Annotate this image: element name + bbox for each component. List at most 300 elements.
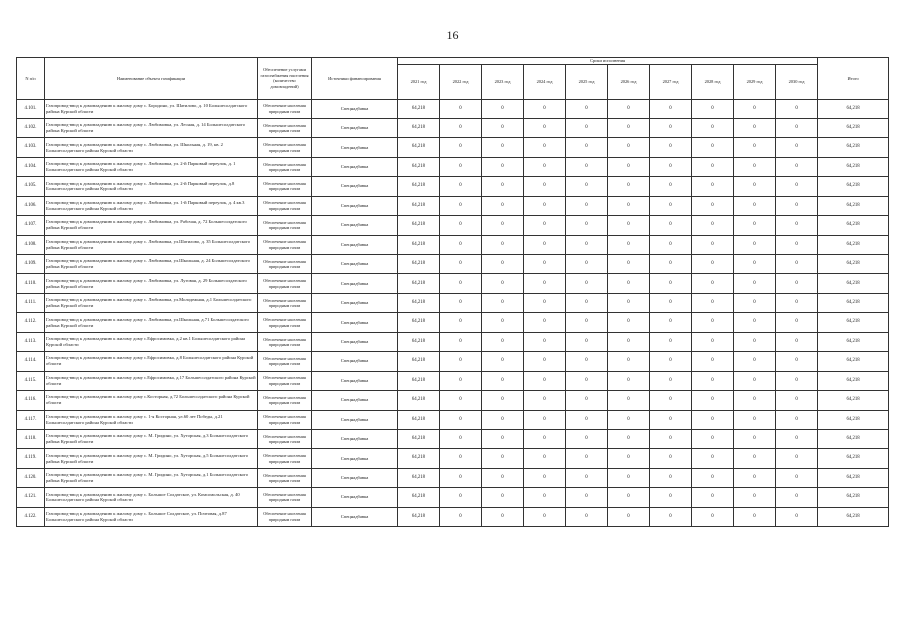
purpose-cell: Обеспечение населения природным газом — [258, 391, 312, 410]
header-year: 2028 год — [692, 64, 734, 99]
year-value: 0 — [482, 410, 524, 429]
year-value: 0 — [776, 352, 818, 371]
year-value: 0 — [566, 255, 608, 274]
funding-source: Спецнадбавка — [312, 274, 398, 293]
year-value: 0 — [440, 99, 482, 118]
row-total: 64,218 — [818, 293, 889, 312]
table-row — [17, 157, 889, 176]
purpose-cell: Обеспечение населения природным газом — [258, 449, 312, 468]
year-value: 0 — [776, 235, 818, 254]
year-value: 0 — [650, 332, 692, 351]
year-value: 64,218 — [398, 391, 440, 410]
year-value: 0 — [566, 429, 608, 448]
row-number: 4.104. — [17, 157, 45, 176]
header-year: 2026 год — [608, 64, 650, 99]
year-value: 0 — [734, 235, 776, 254]
year-value: 0 — [692, 216, 734, 235]
header-total: Итого — [818, 58, 889, 100]
year-value: 0 — [776, 449, 818, 468]
year-value: 0 — [440, 274, 482, 293]
year-value: 0 — [524, 313, 566, 332]
year-value: 64,218 — [398, 507, 440, 526]
year-value: 0 — [608, 488, 650, 507]
table-row — [17, 410, 889, 429]
purpose-cell: Обеспечение населения природным газом — [258, 352, 312, 371]
funding-source: Спецнадбавка — [312, 313, 398, 332]
year-value: 0 — [650, 138, 692, 157]
year-value: 0 — [566, 468, 608, 487]
table-row — [17, 216, 889, 235]
year-value: 0 — [566, 138, 608, 157]
year-value: 64,218 — [398, 99, 440, 118]
year-value: 0 — [482, 507, 524, 526]
year-value: 0 — [776, 313, 818, 332]
object-name: Газопровод-ввод к домовладению к жилому дому с.Ефросимовка, д.2 кв.1 Большесолдатского района Курской области — [45, 332, 258, 351]
year-value: 0 — [776, 332, 818, 351]
year-value: 0 — [482, 196, 524, 215]
year-value: 0 — [776, 488, 818, 507]
year-value: 0 — [524, 274, 566, 293]
document-sheet — [16, 57, 888, 527]
object-name: Газопровод-ввод к домовладению к жилому дому с.Косторная, д.72 Большесолдатского района Курской области — [45, 391, 258, 410]
year-value: 0 — [608, 468, 650, 487]
year-value: 0 — [524, 255, 566, 274]
year-value: 0 — [566, 410, 608, 429]
object-name: Газопровод-ввод к домовладению к жилому дому с. Любимовка, ул. 2-й Парковый переулок, д.8 Большесолдатского района Курской области — [45, 177, 258, 196]
year-value: 0 — [524, 216, 566, 235]
object-name: Газопровод-ввод к домовладению к жилому дому с. Любимовка, ул.Школьная, д.71 Большесолдатского района Курской области — [45, 313, 258, 332]
row-number: 4.112. — [17, 313, 45, 332]
year-value: 0 — [608, 449, 650, 468]
row-total: 64,218 — [818, 410, 889, 429]
row-total: 64,218 — [818, 138, 889, 157]
purpose-cell: Обеспечение населения природным газом — [258, 255, 312, 274]
funding-source: Спецнадбавка — [312, 488, 398, 507]
year-value: 0 — [608, 332, 650, 351]
year-value: 0 — [734, 293, 776, 312]
row-number: 4.103. — [17, 138, 45, 157]
year-value: 0 — [734, 429, 776, 448]
purpose-cell: Обеспечение населения природным газом — [258, 371, 312, 390]
row-total: 64,218 — [818, 235, 889, 254]
year-value: 0 — [482, 235, 524, 254]
row-number: 4.101. — [17, 99, 45, 118]
table-row — [17, 313, 889, 332]
year-value: 0 — [734, 274, 776, 293]
year-value: 0 — [608, 429, 650, 448]
table-row — [17, 138, 889, 157]
year-value: 0 — [482, 468, 524, 487]
purpose-cell: Обеспечение населения природным газом — [258, 118, 312, 137]
row-number: 4.116. — [17, 391, 45, 410]
year-value: 64,218 — [398, 488, 440, 507]
year-value: 0 — [566, 293, 608, 312]
row-number: 4.108. — [17, 235, 45, 254]
funding-source: Спецнадбавка — [312, 196, 398, 215]
row-number: 4.121. — [17, 488, 45, 507]
year-value: 0 — [734, 410, 776, 429]
year-value: 0 — [776, 118, 818, 137]
table-row — [17, 391, 889, 410]
header-year: 2021 год — [398, 64, 440, 99]
table-row — [17, 235, 889, 254]
year-value: 0 — [440, 507, 482, 526]
year-value: 0 — [482, 332, 524, 351]
row-total: 64,218 — [818, 99, 889, 118]
year-value: 0 — [524, 235, 566, 254]
year-value: 0 — [482, 449, 524, 468]
purpose-cell: Обеспечение населения природным газом — [258, 157, 312, 176]
year-value: 0 — [524, 507, 566, 526]
program-table — [16, 57, 889, 527]
year-value: 0 — [692, 391, 734, 410]
year-value: 0 — [776, 468, 818, 487]
row-total: 64,218 — [818, 332, 889, 351]
year-value: 0 — [482, 255, 524, 274]
year-value: 64,218 — [398, 138, 440, 157]
purpose-cell: Обеспечение населения природным газом — [258, 99, 312, 118]
year-value: 0 — [566, 391, 608, 410]
year-value: 0 — [524, 449, 566, 468]
table-row — [17, 177, 889, 196]
year-value: 0 — [650, 157, 692, 176]
purpose-cell: Обеспечение населения природным газом — [258, 293, 312, 312]
year-value: 0 — [440, 468, 482, 487]
row-number: 4.102. — [17, 118, 45, 137]
year-value: 0 — [692, 507, 734, 526]
year-value: 0 — [608, 313, 650, 332]
year-value: 0 — [692, 235, 734, 254]
row-total: 64,218 — [818, 449, 889, 468]
year-value: 0 — [524, 371, 566, 390]
header-year: 2024 год — [524, 64, 566, 99]
object-name: Газопровод-ввод к домовладению к жилому дому с. Любимовка, ул.Шатилово, д. 35 Большесолдатского района Курской области — [45, 235, 258, 254]
year-value: 0 — [650, 468, 692, 487]
year-value: 0 — [608, 293, 650, 312]
year-value: 0 — [608, 216, 650, 235]
year-value: 0 — [566, 118, 608, 137]
purpose-cell: Обеспечение населения природным газом — [258, 313, 312, 332]
year-value: 0 — [650, 391, 692, 410]
object-name: Газопровод-ввод к домовладению к жилому дому с.Ефросимовка, д.8 Большесолдатского района Курской области — [45, 352, 258, 371]
row-number: 4.110. — [17, 274, 45, 293]
year-value: 0 — [524, 196, 566, 215]
funding-source: Спецнадбавка — [312, 177, 398, 196]
row-number: 4.105. — [17, 177, 45, 196]
object-name: Газопровод-ввод к домовладению к жилому дому с. Любимовка, ул. Луговая, д. 29 Большесолдатского района Курской области — [45, 274, 258, 293]
year-value: 0 — [692, 352, 734, 371]
year-value: 0 — [692, 157, 734, 176]
object-name: Газопровод-ввод к домовладению к жилому дому с. Большое Солдатское, ул. Комсомольская, д. 40 Большесолдатского района Курской области — [45, 488, 258, 507]
year-value: 0 — [734, 468, 776, 487]
year-value: 0 — [776, 255, 818, 274]
year-value: 0 — [734, 449, 776, 468]
header-name: Наименование объекта газификации — [45, 58, 258, 100]
year-value: 0 — [608, 196, 650, 215]
year-value: 0 — [650, 274, 692, 293]
table-row — [17, 293, 889, 312]
year-value: 0 — [566, 449, 608, 468]
year-value: 0 — [566, 235, 608, 254]
header-year: 2030 год — [776, 64, 818, 99]
year-value: 0 — [524, 99, 566, 118]
table-row — [17, 507, 889, 526]
year-value: 0 — [650, 429, 692, 448]
year-value: 0 — [482, 293, 524, 312]
year-value: 64,218 — [398, 313, 440, 332]
year-value: 0 — [734, 118, 776, 137]
year-value: 0 — [566, 352, 608, 371]
year-value: 0 — [608, 99, 650, 118]
year-value: 0 — [650, 99, 692, 118]
year-value: 0 — [524, 332, 566, 351]
row-total: 64,218 — [818, 274, 889, 293]
year-value: 0 — [650, 507, 692, 526]
year-value: 64,218 — [398, 235, 440, 254]
row-total: 64,218 — [818, 196, 889, 215]
object-name: Газопровод-ввод к домовладению к жилому дому с. Любимовка, ул. Лесная, д. 14 Большесолдатского района Курской области — [45, 118, 258, 137]
table-row — [17, 118, 889, 137]
year-value: 0 — [650, 216, 692, 235]
year-value: 0 — [608, 138, 650, 157]
row-total: 64,218 — [818, 216, 889, 235]
year-value: 0 — [776, 196, 818, 215]
year-value: 0 — [440, 313, 482, 332]
row-total: 64,218 — [818, 157, 889, 176]
purpose-cell: Обеспечение населения природным газом — [258, 468, 312, 487]
year-value: 0 — [734, 138, 776, 157]
purpose-cell: Обеспечение населения природным газом — [258, 507, 312, 526]
year-value: 0 — [524, 488, 566, 507]
year-value: 64,218 — [398, 196, 440, 215]
page-number: 16 — [446, 28, 459, 42]
year-value: 0 — [734, 488, 776, 507]
year-value: 0 — [692, 255, 734, 274]
row-total: 64,218 — [818, 371, 889, 390]
year-value: 0 — [692, 371, 734, 390]
table-row — [17, 99, 889, 118]
year-value: 0 — [776, 507, 818, 526]
year-value: 0 — [650, 371, 692, 390]
year-value: 0 — [692, 332, 734, 351]
year-value: 0 — [608, 352, 650, 371]
object-name: Газопровод-ввод к домовладению к жилому дому с. М. Гридино, ул. Хуторская, д.5 Большесолдатского района Курской области — [45, 449, 258, 468]
row-number: 4.115. — [17, 371, 45, 390]
purpose-cell: Обеспечение населения природным газом — [258, 196, 312, 215]
year-value: 0 — [608, 235, 650, 254]
funding-source: Спецнадбавка — [312, 138, 398, 157]
year-value: 0 — [566, 274, 608, 293]
year-value: 0 — [566, 177, 608, 196]
year-value: 0 — [734, 332, 776, 351]
year-value: 0 — [482, 352, 524, 371]
year-value: 0 — [650, 313, 692, 332]
year-value: 0 — [566, 488, 608, 507]
purpose-cell: Обеспечение населения природным газом — [258, 235, 312, 254]
year-value: 0 — [608, 507, 650, 526]
row-number: 4.120. — [17, 468, 45, 487]
object-name: Газопровод-ввод к домовладению к жилому дому с. М. Гридино, ул. Хуторская, д.3 Большесолдатского района Курской области — [45, 429, 258, 448]
row-number: 4.106. — [17, 196, 45, 215]
year-value: 0 — [776, 391, 818, 410]
year-value: 0 — [566, 507, 608, 526]
row-total: 64,218 — [818, 255, 889, 274]
year-value: 0 — [440, 196, 482, 215]
year-value: 0 — [482, 138, 524, 157]
year-value: 0 — [482, 274, 524, 293]
year-value: 0 — [734, 313, 776, 332]
year-value: 64,218 — [398, 332, 440, 351]
year-value: 64,218 — [398, 293, 440, 312]
object-name: Газопровод-ввод к домовладению к жилому дому с. 1-я Косторная, ул.60 лет Победы, д.21 Большесолдатского района Курской области — [45, 410, 258, 429]
year-value: 0 — [440, 255, 482, 274]
object-name: Газопровод-ввод к домовладению к жилому дому с. Любимовка, ул. Рабочая, д. 72 Большесолдатского района Курской области — [45, 216, 258, 235]
object-name: Газопровод-ввод к домовладению к жилому дому с. Любимовка, ул.Школьная, д. 24 Большесолдатского района Курской области — [45, 255, 258, 274]
year-value: 0 — [440, 332, 482, 351]
year-value: 0 — [566, 196, 608, 215]
year-value: 64,218 — [398, 118, 440, 137]
funding-source: Спецнадбавка — [312, 468, 398, 487]
row-total: 64,218 — [818, 313, 889, 332]
year-value: 0 — [524, 429, 566, 448]
year-value: 0 — [566, 99, 608, 118]
year-value: 64,218 — [398, 177, 440, 196]
row-total: 64,218 — [818, 391, 889, 410]
year-value: 0 — [776, 157, 818, 176]
funding-source: Спецнадбавка — [312, 157, 398, 176]
year-value: 0 — [650, 196, 692, 215]
table-body — [17, 99, 889, 527]
year-value: 0 — [650, 235, 692, 254]
object-name: Газопровод-ввод к домовладению к жилому дому с. Любимовка, ул. 2-й Парковый переулок, д. 1 Большесолдатского района Курской области — [45, 157, 258, 176]
year-value: 0 — [440, 429, 482, 448]
year-value: 64,218 — [398, 274, 440, 293]
row-number: 4.113. — [17, 332, 45, 351]
year-value: 0 — [776, 216, 818, 235]
table-row — [17, 352, 889, 371]
year-value: 64,218 — [398, 371, 440, 390]
year-value: 0 — [482, 429, 524, 448]
year-value: 0 — [692, 177, 734, 196]
year-value: 0 — [734, 157, 776, 176]
year-value: 0 — [440, 138, 482, 157]
year-value: 0 — [524, 352, 566, 371]
year-value: 0 — [440, 391, 482, 410]
year-value: 64,218 — [398, 157, 440, 176]
year-value: 64,218 — [398, 410, 440, 429]
table-row — [17, 274, 889, 293]
header-year: 2022 год — [440, 64, 482, 99]
funding-source: Спецнадбавка — [312, 449, 398, 468]
year-value: 0 — [524, 410, 566, 429]
year-value: 0 — [482, 488, 524, 507]
row-number: 4.118. — [17, 429, 45, 448]
year-value: 64,218 — [398, 429, 440, 448]
header-year: 2027 год — [650, 64, 692, 99]
year-value: 0 — [608, 274, 650, 293]
header-source: Источники финансирования — [312, 58, 398, 100]
year-value: 0 — [566, 216, 608, 235]
year-value: 0 — [692, 449, 734, 468]
row-number: 4.119. — [17, 449, 45, 468]
year-value: 0 — [650, 352, 692, 371]
object-name: Газопровод-ввод к домовладению к жилому дому с. Любимовка, ул. Школьная, д. 19, кв. 2 Большесолдатского района Курской области — [45, 138, 258, 157]
year-value: 0 — [440, 235, 482, 254]
year-value: 0 — [734, 255, 776, 274]
year-value: 0 — [524, 157, 566, 176]
year-value: 0 — [776, 429, 818, 448]
year-value: 0 — [482, 118, 524, 137]
year-value: 0 — [692, 429, 734, 448]
year-value: 0 — [692, 410, 734, 429]
object-name: Газопровод-ввод к домовладению к жилому дому с.Ефросимовка, д.17 Большесолдатского района Курской области — [45, 371, 258, 390]
year-value: 0 — [776, 99, 818, 118]
header-year: 2029 год — [734, 64, 776, 99]
year-value: 0 — [608, 118, 650, 137]
year-value: 0 — [440, 177, 482, 196]
year-value: 0 — [650, 410, 692, 429]
row-number: 4.114. — [17, 352, 45, 371]
year-value: 0 — [608, 410, 650, 429]
year-value: 0 — [692, 196, 734, 215]
purpose-cell: Обеспечение населения природным газом — [258, 410, 312, 429]
year-value: 0 — [692, 274, 734, 293]
year-value: 0 — [482, 99, 524, 118]
table-row — [17, 449, 889, 468]
funding-source: Спецнадбавка — [312, 118, 398, 137]
year-value: 0 — [482, 157, 524, 176]
table-row — [17, 429, 889, 448]
year-value: 64,218 — [398, 255, 440, 274]
year-value: 0 — [440, 118, 482, 137]
row-number: 4.107. — [17, 216, 45, 235]
year-value: 0 — [776, 138, 818, 157]
header-period-group: Сроки исполнения — [398, 58, 818, 65]
object-name: Газопровод-ввод к домовладению к жилому дому с. М. Гридино, ул. Хуторская, д.1 Большесолдатского района Курской области — [45, 468, 258, 487]
year-value: 0 — [734, 371, 776, 390]
year-value: 0 — [482, 391, 524, 410]
year-value: 0 — [440, 352, 482, 371]
funding-source: Спецнадбавка — [312, 371, 398, 390]
year-value: 0 — [776, 177, 818, 196]
row-number: 4.109. — [17, 255, 45, 274]
row-total: 64,218 — [818, 429, 889, 448]
year-value: 64,218 — [398, 449, 440, 468]
year-value: 0 — [482, 313, 524, 332]
table-row — [17, 196, 889, 215]
year-value: 0 — [608, 157, 650, 176]
year-value: 64,218 — [398, 216, 440, 235]
year-value: 0 — [440, 216, 482, 235]
object-name: Газопровод-ввод к домовладению к жилому дому с. Большое Солдатское, ул. Почтовая, д.87 Большесолдатского района Курской области — [45, 507, 258, 526]
year-value: 0 — [482, 371, 524, 390]
year-value: 0 — [608, 177, 650, 196]
table-row — [17, 332, 889, 351]
row-total: 64,218 — [818, 177, 889, 196]
year-value: 0 — [692, 313, 734, 332]
year-value: 0 — [608, 391, 650, 410]
year-value: 0 — [734, 352, 776, 371]
year-value: 0 — [482, 177, 524, 196]
year-value: 0 — [734, 216, 776, 235]
header-num: N п/п — [17, 58, 45, 100]
year-value: 0 — [524, 468, 566, 487]
row-number: 4.117. — [17, 410, 45, 429]
table-header — [17, 58, 889, 100]
year-value: 0 — [734, 391, 776, 410]
purpose-cell: Обеспечение населения природным газом — [258, 216, 312, 235]
year-value: 0 — [608, 371, 650, 390]
